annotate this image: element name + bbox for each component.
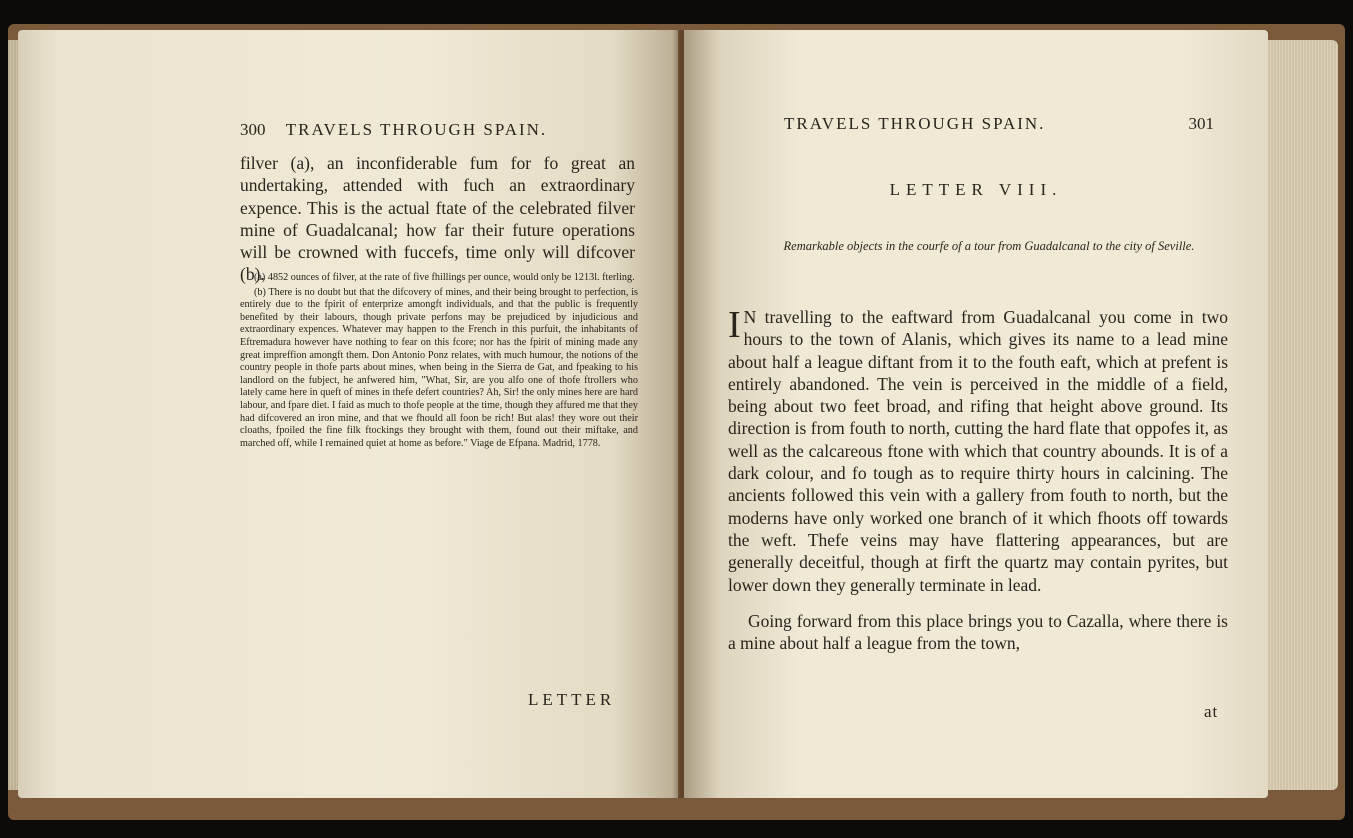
left-catchword: LETTER — [528, 690, 616, 709]
right-body-text — [728, 306, 1228, 654]
footnote-b: (b) There is no doubt but that the difcovery of mines, and their being brought to perfection, is entirely due to the fpirit of enterprize amongft individuals, and that the public is frequently benefited by their labours, though private perfons may be prejudiced by injudicious and extraordinary expences. Whatever may happen to the French in this purfuit, the inhabitants of Eftremadura however have nothing to fear on this fcore; nor has the fpirit of mining made any great impreffion amongft them. Don Antonio Ponz relates, with much humour, the notions of the country people in thofe parts about mines, when being in the Sierra de Gat, and fpeaking to his landlord on the fubject, he anfwered him, "What, Sir, are you alfo one of thofe ftrollers who lately came here in queft of mines in thefe defert countries? Ah, Sir! the only mines here are hard labour, and fpare diet. I faid as much to thofe people at the time, though they affured me that they had difcovered an iron mine, and that we fhould all foon be rich! But alas! they wore out their cloaths, fpoiled the fine filk ftockings they brought with them, found out their miftake, and marched off, while I remained quiet at home as before." Viage de Efpana. Madrid, 1778. — [240, 286, 638, 449]
right-running-head — [784, 114, 1214, 134]
footnote-a: (a) 4852 ounces of filver, at the rate of five fhillings per ounce, would only be 1213l. fterling. — [254, 272, 635, 283]
right-paragraph-1 — [728, 306, 1228, 596]
left-footnotes — [240, 272, 638, 452]
left-running-head — [240, 120, 547, 140]
right-paragraph-2: Going forward from this place brings you to Cazalla, where there is a mine about half a league from the town, — [728, 610, 1228, 654]
left-running-title: TRAVELS THROUGH SPAIN. — [285, 120, 548, 139]
left-body-paragraph: filver (a), an inconfiderable fum for fo great an undertaking, attended with fuch an extraordinary expence. This is the actual ftate of the celebrated filver mine of Guadalcanal; how far their future operations will be crowned with fuccefs, time only will difcover (b). — [240, 153, 635, 285]
drop-cap: I — [728, 304, 741, 346]
right-running-title: TRAVELS THROUGH SPAIN. — [784, 114, 1046, 133]
right-catchword: at — [1204, 702, 1219, 721]
right-page — [684, 30, 1268, 798]
letter-subheading: Remarkable objects in the courfe of a tour from Guadalcanal to the city of Seville. — [783, 239, 1195, 253]
right-page-number: 301 — [1188, 114, 1214, 133]
left-body-text — [240, 152, 635, 286]
left-page — [18, 30, 678, 798]
left-page-number: 300 — [240, 120, 266, 139]
right-page-edges — [1268, 40, 1338, 790]
letter-heading: LETTER VIII. — [889, 180, 1063, 199]
paragraph-1-text: N travelling to the eaftward from Guadalcanal you come in two hours to the town of Alanis, which gives its name to a lead mine about half a league diftant from it to the fouth eaft, which at prefent is entirely abandoned. The vein is perceived in the middle of a field, being about two feet broad, and rifing that height above ground. Its direction is from fouth to north, cutting the hard flate that oppofes it, as well as the calcareous ftone with which that country abounds. It is of a dark colour, and fo tough as to require thirty hours in calcining. The ancients followed this vein with a gallery from fouth to north, but the moderns have only worked one branch of it which fhoots off towards the weft. Thefe veins may have flattering appearances, but are generally deceitful, though at firft the quartz may contain pyrites, but lower down they generally terminate in lead. — [728, 307, 1228, 595]
